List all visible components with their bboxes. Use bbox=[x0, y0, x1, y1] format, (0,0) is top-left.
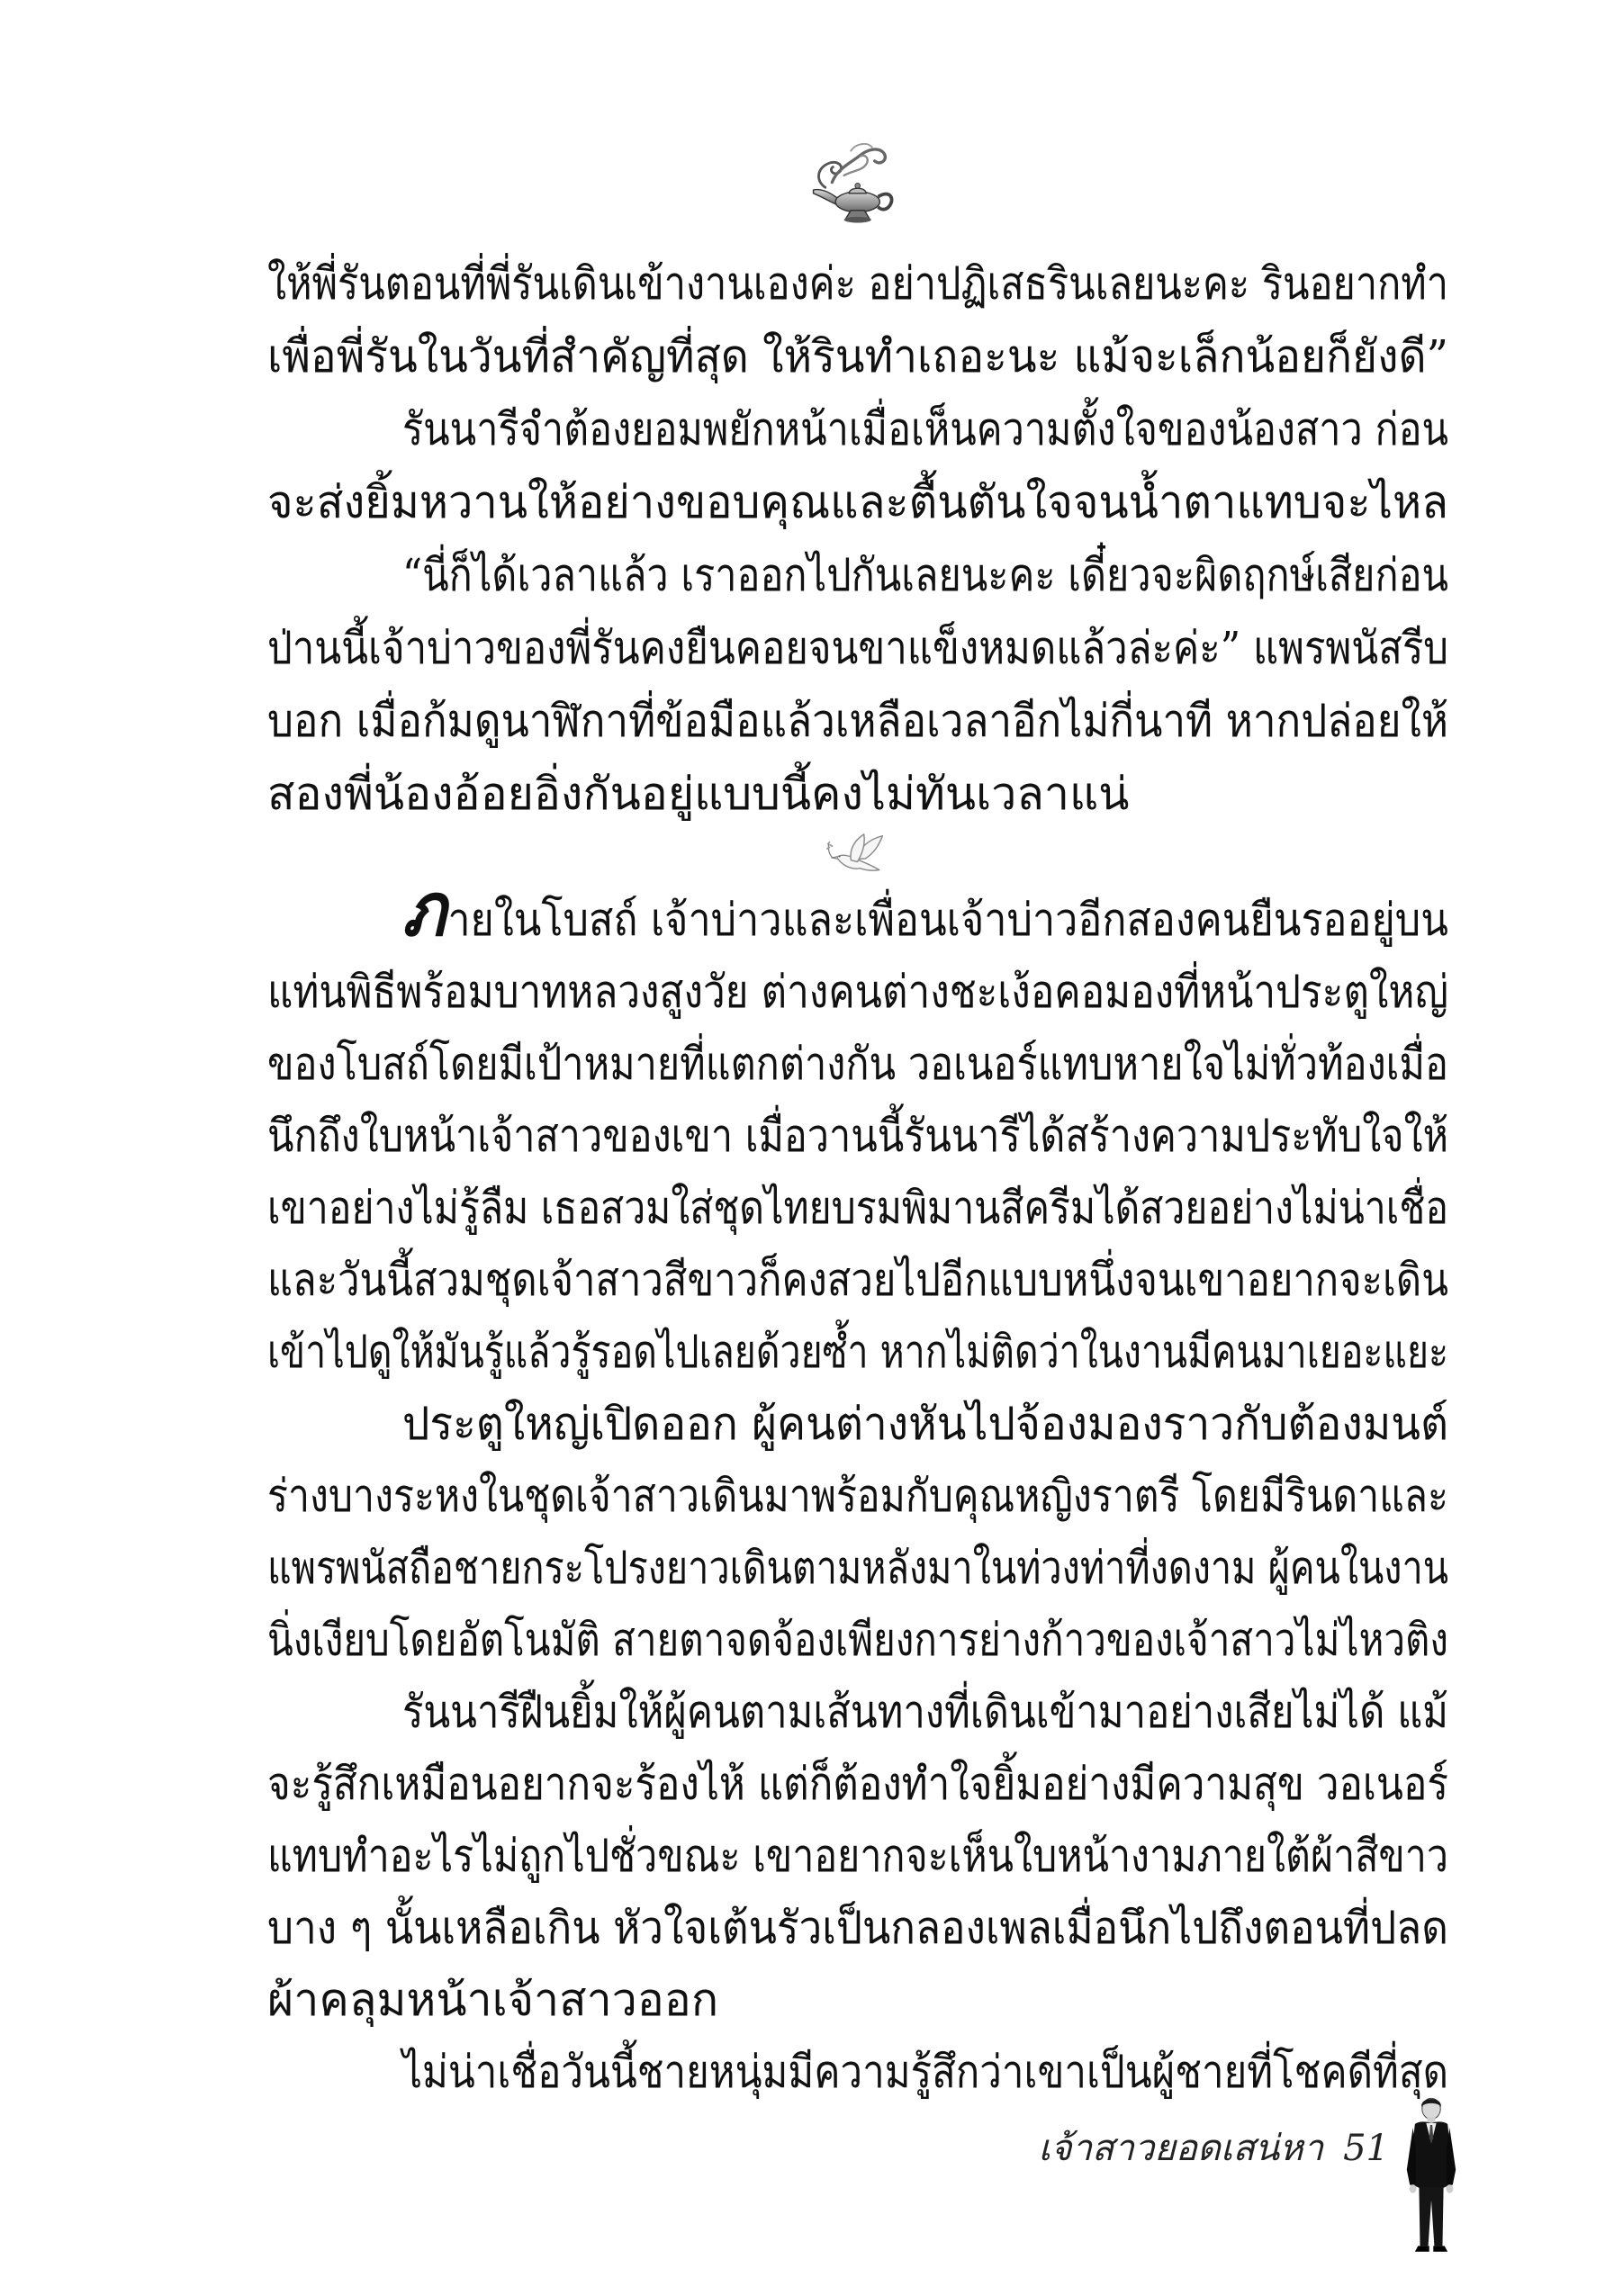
text-line bbox=[267, 1388, 1448, 1460]
text-line bbox=[267, 248, 1448, 320]
paragraph bbox=[267, 1676, 1448, 2036]
page-number: 51 bbox=[1343, 2128, 1389, 2169]
line-text: ายในโบสถ์ เจ้าบ่าวและเพื่อนเจ้าบ่าวอีกสองคนยืนรออยู่บน bbox=[447, 894, 1448, 946]
drop-cap: ภ bbox=[402, 867, 446, 953]
text-line bbox=[267, 1964, 1448, 2036]
line-text: ร่างบางระหงในชุดเจ้าสาวเดินมาพร้อมกับคุณหญิงราตรี โดยมีรินดาและ bbox=[267, 1470, 1448, 1522]
line-text: บาง ๆ นั้นเหลือเกิน หัวใจเต้นรัวเป็นกลองเพลเมื่อนึกไปถึงตอนที่ปลด bbox=[267, 1902, 1448, 1954]
line-text: เพื่อพี่รันในวันที่สำคัญที่สุด ให้รินทำเถอะนะ แม้จะเล็กน้อยก็ยังดี” bbox=[267, 330, 1448, 383]
paragraph bbox=[267, 248, 1448, 393]
line-text: แพรพนัสถือชายกระโปรงยาวเดินตามหลังมาในท่วงท่าที่งดงาม ผู้คนในงาน bbox=[267, 1542, 1448, 1594]
text-line bbox=[267, 1892, 1448, 1964]
line-text: ป่านนี้เจ้าบ่าวของพี่รันคงยืนคอยจนขาแข็งหมดแล้วล่ะค่ะ” แพรพนัสรีบ bbox=[267, 622, 1448, 674]
line-text: แทบทำอะไรไม่ถูกไปชั่วขณะ เขาอยากจะเห็นใบหน้างามภายใต้ผ้าสีขาว bbox=[267, 1830, 1448, 1882]
text-line bbox=[267, 1172, 1448, 1244]
line-text: ให้พี่รันตอนที่พี่รันเดินเข้างานเองค่ะ อย่าปฏิเสธรินเลยนะคะ รินอยากทำ bbox=[267, 257, 1448, 310]
line-text: รันนารีจำต้องยอมพยักหน้าเมื่อเห็นความตั้งใจของน้องสาว ก่อน bbox=[402, 403, 1448, 455]
drop-cap-line bbox=[402, 867, 1448, 956]
text-line bbox=[267, 320, 1448, 393]
line-text: “นี่ก็ได้เวลาแล้ว เราออกไปกันเลยนะคะ เดี๋ยวจะผิดฤกษ์เสียก่อน bbox=[402, 549, 1448, 601]
text-line bbox=[267, 1100, 1448, 1172]
text-line bbox=[267, 1676, 1448, 1748]
text-line bbox=[267, 1028, 1448, 1100]
paragraph bbox=[267, 867, 1448, 1388]
line-text: นิ่งเงียบโดยอัตโนมัติ สายตาจดจ้องเพียงการย่างก้าวของเจ้าสาวไม่ไหวติง bbox=[267, 1614, 1448, 1666]
text-line bbox=[267, 758, 1448, 831]
line-text: บอก เมื่อก้มดูนาฬิกาที่ข้อมือแล้วเหลือเวลาอีกไม่กี่นาที หากปล่อยให้ bbox=[267, 695, 1448, 747]
line-text: เขาอย่างไม่รู้ลืม เธอสวมใส่ชุดไทยบรมพิมานสีครีมได้สวยอย่างไม่น่าเชื่อ bbox=[267, 1182, 1448, 1234]
text-line bbox=[267, 685, 1448, 758]
running-title: เจ้าสาวยอดเสน่หา bbox=[1038, 2128, 1324, 2169]
text-line bbox=[267, 1244, 1448, 1316]
text-line bbox=[267, 2036, 1448, 2108]
text-line bbox=[267, 1316, 1448, 1388]
text-line bbox=[267, 393, 1448, 466]
text-line bbox=[267, 1820, 1448, 1892]
line-text: ไม่น่าเชื่อวันนี้ชายหนุ่มมีความรู้สึกว่าเขาเป็นผู้ชายที่โชคดีที่สุด bbox=[402, 2046, 1448, 2098]
paragraph bbox=[267, 393, 1448, 539]
line-text: รันนารีฝืนยิ้มให้ผู้คนตามเส้นทางที่เดินเข้ามาอย่างเสียไม่ได้ แม้ bbox=[402, 1686, 1448, 1738]
line-text: เข้าไปดูให้มันรู้แล้วรู้รอดไปเลยด้วยซ้ำ หากไม่ติดว่าในงานมีคนมาเยอะแยะ bbox=[267, 1326, 1448, 1378]
line-text: จะรู้สึกเหมือนอยากจะร้องไห้ แต่ก็ต้องทำใจยิ้มอย่างมีความสุข วอเนอร์ bbox=[267, 1758, 1448, 1810]
line-text: ประตูใหญ่เปิดออก ผู้คนต่างหันไปจ้องมองราวกับต้องมนต์ bbox=[402, 1398, 1448, 1450]
text-line bbox=[267, 1532, 1448, 1604]
line-text: สองพี่น้องอ้อยอิ่งกันอยู่แบบนี้คงไม่ทันเวลาแน่ bbox=[267, 768, 1130, 820]
text-line bbox=[267, 1460, 1448, 1532]
text-block bbox=[267, 867, 1448, 2108]
text-line bbox=[267, 612, 1448, 685]
line-text: นึกถึงใบหน้าเจ้าสาวของเขา เมื่อวานนี้รันนารีได้สร้างความประทับใจให้ bbox=[267, 1110, 1448, 1162]
line-text: แท่นพิธีพร้อมบาทหลวงสูงวัย ต่างคนต่างชะเง้อคอมองที่หน้าประตูใหญ่ bbox=[267, 966, 1448, 1018]
line-text: และวันนี้สวมชุดเจ้าสาวสีขาวก็คงสวยไปอีกแบบหนึ่งจนเขาอยากจะเดิน bbox=[267, 1254, 1448, 1306]
groom-figure-icon bbox=[1401, 2093, 1462, 2255]
line-text: ของโบสถ์โดยมีเป้าหมายที่แตกต่างกัน วอเนอร์แทบหายใจไม่ทั่วท้องเมื่อ bbox=[267, 1038, 1448, 1090]
text-block bbox=[267, 248, 1448, 831]
text-line bbox=[267, 466, 1448, 539]
paragraph bbox=[267, 2036, 1448, 2108]
dove-icon bbox=[821, 833, 886, 883]
text-line bbox=[267, 539, 1448, 612]
line-text: จะส่งยิ้มหวานให้อย่างขอบคุณและตื้นตันใจจนน้ำตาแทบจะไหล bbox=[267, 476, 1448, 528]
page-footer bbox=[1038, 2126, 1389, 2171]
oil-lamp-icon bbox=[807, 135, 900, 231]
text-line bbox=[267, 1748, 1448, 1820]
text-line bbox=[267, 1604, 1448, 1676]
text-line bbox=[267, 956, 1448, 1028]
paragraph bbox=[267, 539, 1448, 831]
text-line bbox=[267, 867, 1448, 956]
paragraph bbox=[267, 1388, 1448, 1676]
line-text: ผ้าคลุมหน้าเจ้าสาวออก bbox=[267, 1974, 719, 2026]
